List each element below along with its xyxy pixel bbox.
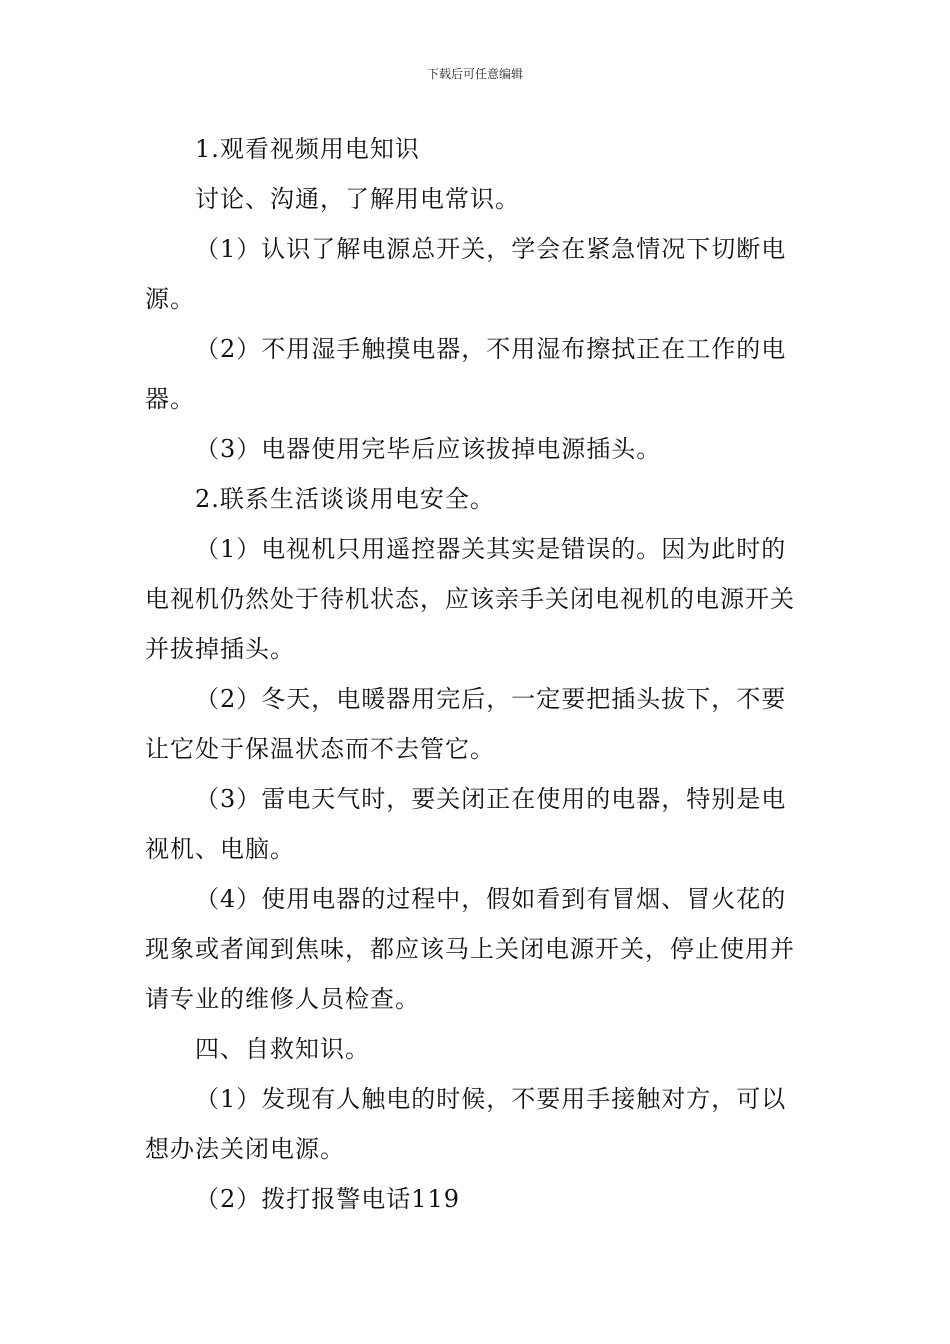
document-body [145, 124, 807, 1224]
paragraph-electric-shock: （1）发现有人触电的时候，不要用手接触对方，可以想办法关闭电源。 [145, 1085, 787, 1163]
paragraph-tv-standby: （1）电视机只用遥控器关其实是错误的。因为此时的电视机仍然处于待机状态，应该亲手关闭电视机的电源开关并拔掉插头。 [145, 535, 795, 663]
paragraph-main-switch: （1）认识了解电源总开关，学会在紧急情况下切断电源。 [145, 235, 787, 313]
paragraph-video-heading: 1.观看视频用电知识 [195, 135, 420, 163]
paragraph-call-119: （2）拨打报警电话119 [195, 1185, 461, 1213]
paragraph-life-safety-heading: 2.联系生活谈谈用电安全。 [195, 485, 495, 513]
paragraph-unplug: （3）电器使用完毕后应该拔掉电源插头。 [195, 435, 662, 463]
page-header: 下载后可任意编辑 [426, 67, 523, 81]
paragraph-self-rescue-heading: 四、自救知识。 [195, 1035, 370, 1063]
paragraph-smoke-sparks: （4）使用电器的过程中，假如看到有冒烟、冒火花的现象或者闻到焦味，都应该马上关闭电源开关，停止使用并请专业的维修人员检查。 [145, 885, 795, 1013]
paragraph-thunderstorm: （3）雷电天气时，要关闭正在使用的电器，特别是电视机、电脑。 [145, 785, 787, 863]
paragraph-discussion: 讨论、沟通，了解用电常识。 [195, 185, 520, 213]
paragraph-heater: （2）冬天，电暖器用完后，一定要把插头拔下，不要让它处于保温状态而不去管它。 [145, 685, 787, 763]
paragraph-wet-hands: （2）不用湿手触摸电器，不用湿布擦拭正在工作的电器。 [145, 335, 787, 413]
